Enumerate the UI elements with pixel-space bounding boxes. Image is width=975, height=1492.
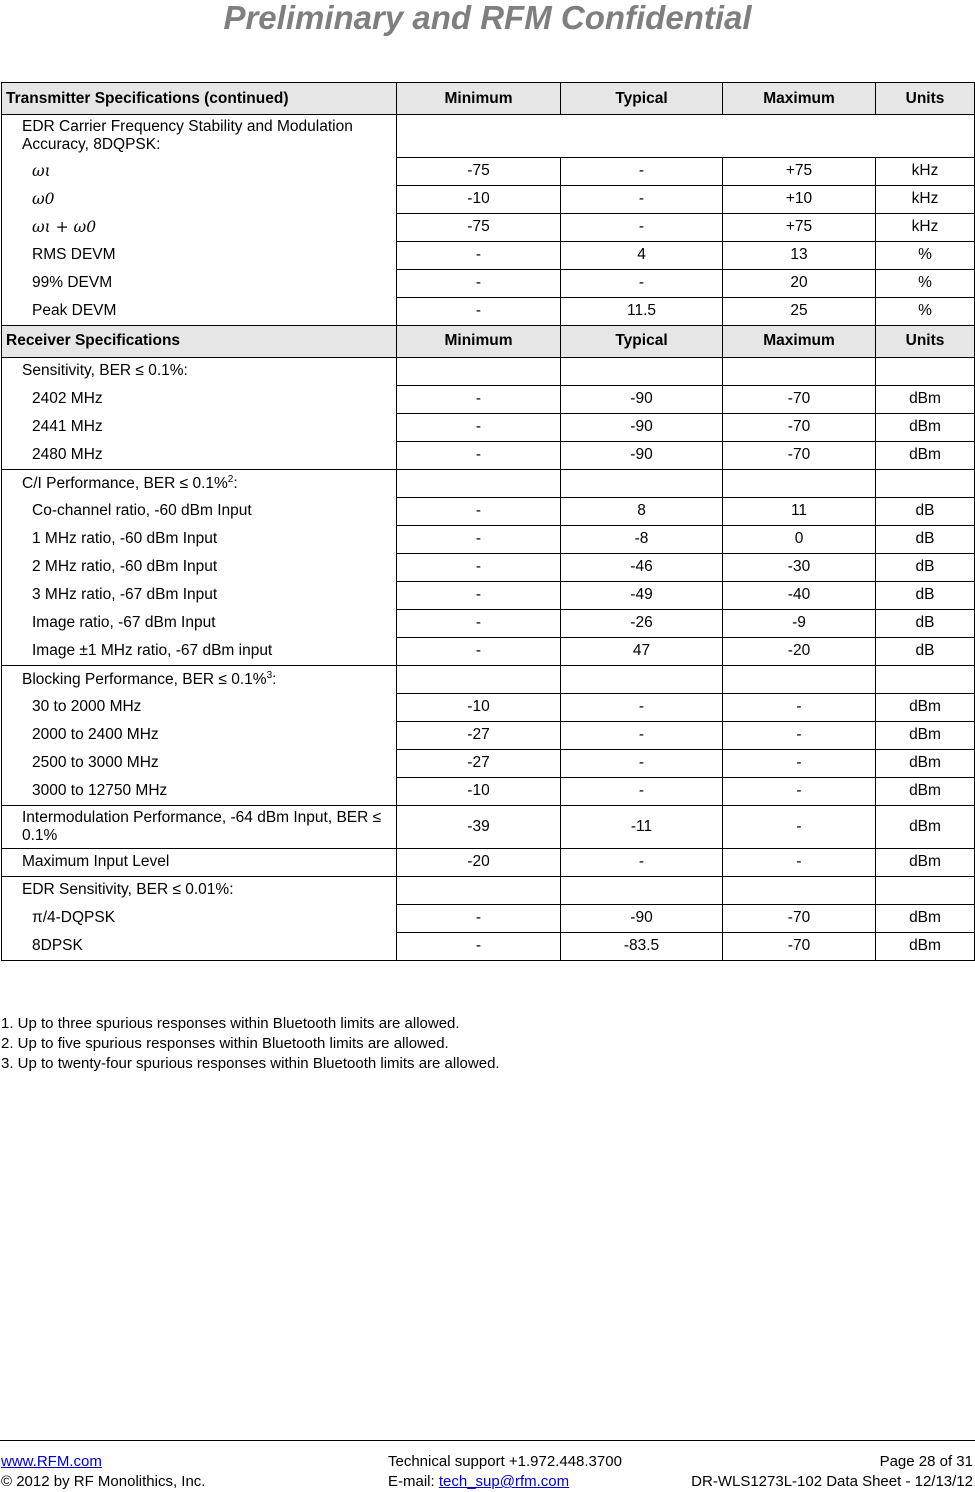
maximum-value: -30 [723,553,876,581]
table-row [2,469,975,497]
table-row [2,637,975,665]
minimum-value: - [397,904,561,932]
document-id: DR-WLS1273L-102 Data Sheet - 12/13/12 [691,1473,973,1490]
empty-cell [723,357,876,385]
maximum-value: +10 [723,185,876,213]
units-value: dB [876,581,975,609]
typical-value: -90 [561,904,723,932]
typical-value: - [561,269,723,297]
row-label: 1 MHz ratio, -60 dBm Input [2,525,397,553]
support-email [388,1472,569,1491]
group-label [2,665,397,693]
minimum-value: - [397,637,561,665]
maximum-value: -70 [723,441,876,469]
typical-value: -90 [561,385,723,413]
table-row [2,848,975,876]
row-label: ω0 [2,185,397,213]
minimum-value: - [397,553,561,581]
table-row [2,904,975,932]
table-row [2,157,975,185]
typical-value: -49 [561,581,723,609]
table-row [2,213,975,241]
row-label: ωι + ω0 [2,213,397,241]
minimum-value: - [397,297,561,325]
units-value: dBm [876,805,975,848]
minimum-value: -75 [397,157,561,185]
footer-divider [0,1440,975,1441]
table-row [2,721,975,749]
empty-cell [561,876,723,904]
minimum-value: - [397,932,561,960]
units-value: dBm [876,904,975,932]
typical-value: - [561,693,723,721]
typical-value: - [561,721,723,749]
group-label [2,876,397,904]
maximum-value: - [723,848,876,876]
col-typical: Typical [561,83,723,115]
row-label: 99% DEVM [2,269,397,297]
empty-cell [876,469,975,497]
maximum-value: - [723,749,876,777]
row-label: 8DPSK [2,932,397,960]
minimum-value: - [397,413,561,441]
units-value: % [876,297,975,325]
row-label: Co-channel ratio, -60 dBm Input [2,497,397,525]
units-value: dBm [876,693,975,721]
group-label-text: EDR Carrier Frequency Stability and Modulation Accuracy, 8DQPSK: [22,118,353,153]
maximum-value: 11 [723,497,876,525]
footnote: 1. Up to three spurious responses within Bluetooth limits are allowed. [1,1015,460,1032]
typical-value: 11.5 [561,297,723,325]
empty-cell [723,876,876,904]
col-units: Units [876,325,975,357]
minimum-value: -20 [397,848,561,876]
row-label: 2 MHz ratio, -60 dBm Input [2,553,397,581]
typical-value: 8 [561,497,723,525]
minimum-value: - [397,525,561,553]
minimum-value: - [397,385,561,413]
minimum-value: - [397,241,561,269]
maximum-value: 25 [723,297,876,325]
specifications-table [1,82,975,961]
footnote-ref: 3 [266,669,273,681]
email-link[interactable]: tech_sup@rfm.com [438,1473,570,1490]
table-row [2,876,975,904]
table-row [2,385,975,413]
table-row [2,357,975,385]
group-label [2,357,397,385]
table-row [2,805,975,848]
col-typical: Typical [561,325,723,357]
typical-value: - [561,185,723,213]
minimum-value: -39 [397,805,561,848]
confidential-title: Preliminary and RFM Confidential [223,0,752,36]
units-value: dBm [876,385,975,413]
minimum-value: - [397,497,561,525]
minimum-value: -10 [397,185,561,213]
section-title: Transmitter Specifications (continued) [2,83,397,115]
typical-value: -83.5 [561,932,723,960]
website-link[interactable]: www.RFM.com [1,1453,102,1470]
group-label [2,115,397,158]
units-value: dB [876,609,975,637]
units-value: kHz [876,213,975,241]
row-label: 3000 to 12750 MHz [2,777,397,805]
col-maximum: Maximum [723,83,876,115]
units-value: dB [876,637,975,665]
table-row [2,297,975,325]
units-value: dBm [876,441,975,469]
empty-cell [876,357,975,385]
maximum-value: - [723,693,876,721]
footnote-ref: 2 [227,473,234,485]
minimum-value: -10 [397,693,561,721]
colon: : [272,670,277,688]
maximum-value: -70 [723,932,876,960]
table-row [2,932,975,960]
maximum-value: -9 [723,609,876,637]
col-minimum: Minimum [397,83,561,115]
empty-cell [723,665,876,693]
row-label: Image ±1 MHz ratio, -67 dBm input [2,637,397,665]
units-value: dBm [876,932,975,960]
col-minimum: Minimum [397,325,561,357]
empty-cell [723,469,876,497]
row-label: π/4-DQPSK [2,904,397,932]
table-row [2,525,975,553]
footnote: 3. Up to twenty-four spurious responses within Bluetooth limits are allowed. [1,1055,500,1072]
typical-value: 4 [561,241,723,269]
empty-cell [397,665,561,693]
typical-value: -46 [561,553,723,581]
units-value: dBm [876,749,975,777]
section-title: Receiver Specifications [2,325,397,357]
maximum-value: +75 [723,157,876,185]
table-header-row [2,325,975,357]
typical-value: -90 [561,413,723,441]
table-row [2,185,975,213]
minimum-value: - [397,441,561,469]
maximum-value: - [723,777,876,805]
units-value: kHz [876,185,975,213]
empty-cell [397,469,561,497]
table-row [2,553,975,581]
email-label: E-mail: [388,1473,439,1490]
row-label: Intermodulation Performance, -64 dBm Input, BER ≤ 0.1% [2,805,397,848]
units-value: dBm [876,721,975,749]
maximum-value: 0 [723,525,876,553]
row-label: 2441 MHz [2,413,397,441]
col-units: Units [876,83,975,115]
typical-value: - [561,749,723,777]
minimum-value: - [397,269,561,297]
table-row [2,497,975,525]
table-row [2,693,975,721]
minimum-value: -10 [397,777,561,805]
empty-cell [561,469,723,497]
group-label-text: Sensitivity, BER ≤ 0.1%: [22,362,188,380]
table-row [2,269,975,297]
table-row [2,749,975,777]
table-row [2,115,975,158]
typical-value: - [561,213,723,241]
typical-value: - [561,848,723,876]
table-row [2,665,975,693]
units-value: dB [876,553,975,581]
support-phone: Technical support +1.972.448.3700 [388,1453,622,1470]
empty-cell [397,357,561,385]
table-row [2,441,975,469]
units-value: dBm [876,413,975,441]
units-value: dB [876,525,975,553]
table-row [2,241,975,269]
typical-value: -11 [561,805,723,848]
minimum-value: - [397,581,561,609]
footnotes [1,1014,500,1074]
col-maximum: Maximum [723,325,876,357]
footnote: 2. Up to five spurious responses within Bluetooth limits are allowed. [1,1035,449,1052]
maximum-value: 13 [723,241,876,269]
minimum-value: - [397,609,561,637]
group-label-text: C/I Performance, BER ≤ 0.1% [22,474,228,492]
empty-cell [876,665,975,693]
empty-cell [561,665,723,693]
row-label: 3 MHz ratio, -67 dBm Input [2,581,397,609]
units-value: % [876,269,975,297]
row-label: 30 to 2000 MHz [2,693,397,721]
group-label-text: EDR Sensitivity, BER ≤ 0.01%: [22,881,234,899]
typical-value: - [561,157,723,185]
row-label: 2402 MHz [2,385,397,413]
maximum-value: - [723,805,876,848]
table-row [2,413,975,441]
typical-value: -90 [561,441,723,469]
maximum-value: - [723,721,876,749]
group-label-text: Blocking Performance, BER ≤ 0.1% [22,670,267,688]
table-row [2,581,975,609]
row-label: RMS DEVM [2,241,397,269]
table-row [2,609,975,637]
typical-value: -8 [561,525,723,553]
row-label: Peak DEVM [2,297,397,325]
maximum-value: -40 [723,581,876,609]
row-label: 2000 to 2400 MHz [2,721,397,749]
empty-cell [876,876,975,904]
maximum-value: +75 [723,213,876,241]
maximum-value: -70 [723,413,876,441]
minimum-value: -75 [397,213,561,241]
table-header-row [2,83,975,115]
minimum-value: -27 [397,749,561,777]
units-value: dBm [876,777,975,805]
typical-value: 47 [561,637,723,665]
row-label: 2500 to 3000 MHz [2,749,397,777]
empty-cell [561,357,723,385]
maximum-value: -70 [723,904,876,932]
row-label: ωι [2,157,397,185]
empty-cell [397,876,561,904]
row-label: 2480 MHz [2,441,397,469]
maximum-value: -70 [723,385,876,413]
units-value: dBm [876,848,975,876]
maximum-value: 20 [723,269,876,297]
row-label: Maximum Input Level [2,848,397,876]
typical-value: -26 [561,609,723,637]
units-value: dB [876,497,975,525]
group-label [2,469,397,497]
units-value: kHz [876,157,975,185]
row-label: Image ratio, -67 dBm Input [2,609,397,637]
empty-cell [397,115,975,158]
maximum-value: -20 [723,637,876,665]
page-number: Page 28 of 31 [879,1453,973,1470]
minimum-value: -27 [397,721,561,749]
typical-value: - [561,777,723,805]
copyright: © 2012 by RF Monolithics, Inc. [1,1473,206,1490]
page-header [0,0,975,40]
units-value: % [876,241,975,269]
colon: : [233,474,238,492]
table-row [2,777,975,805]
